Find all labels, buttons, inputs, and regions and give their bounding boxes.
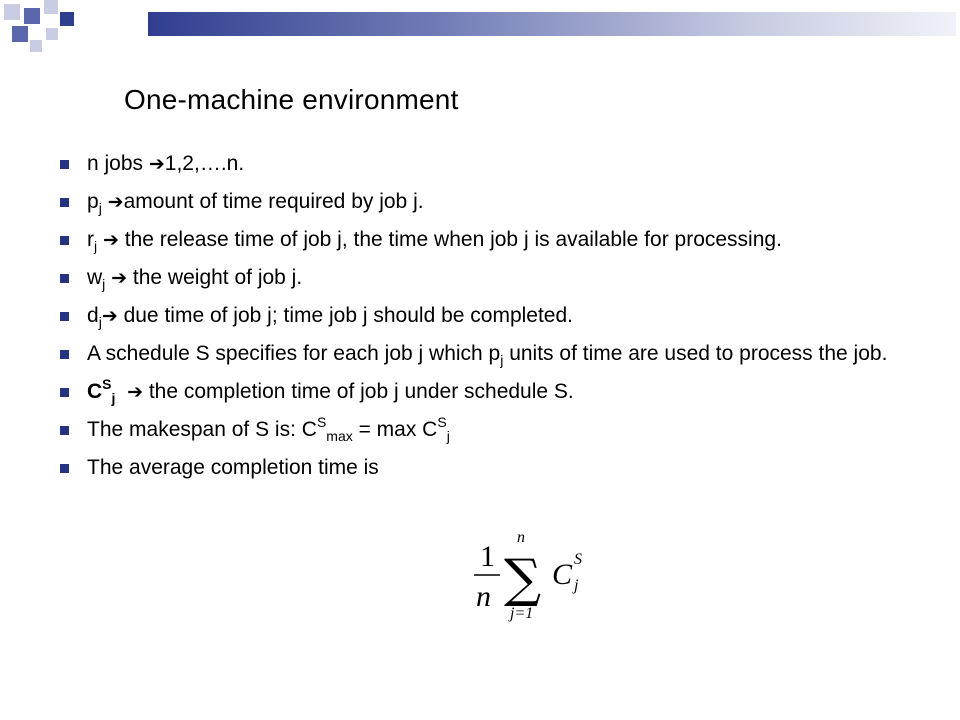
- item-text: The average completion time is: [87, 456, 379, 479]
- bullet-icon: [60, 198, 69, 207]
- bullet-icon: [60, 464, 69, 473]
- bullet-icon: [60, 426, 69, 435]
- list-item: [60, 378, 940, 406]
- item-text: A schedule S specifies for each job j which p: [87, 342, 501, 365]
- item-text: the release time of job j, the time when job j is available for processing.: [124, 228, 782, 251]
- decor-square: [24, 8, 40, 24]
- subscript: j: [102, 276, 106, 292]
- subscript: j: [94, 238, 98, 254]
- item-text: n jobs: [87, 152, 149, 175]
- item-text: amount of time required by job j.: [123, 190, 424, 213]
- item-text: the weight of job j.: [132, 266, 303, 289]
- decor-square: [30, 40, 42, 52]
- list-item: [60, 454, 940, 482]
- superscript: S: [316, 414, 327, 430]
- subscript: max: [326, 428, 353, 444]
- bullet-list: [60, 150, 940, 492]
- subscript: j: [446, 428, 450, 444]
- decor-square: [12, 26, 28, 42]
- superscript: S: [102, 376, 112, 392]
- symbol: p: [87, 190, 99, 213]
- list-item: [60, 264, 940, 292]
- right-arrow-icon: ➔: [101, 305, 118, 327]
- subscript: j: [98, 314, 102, 330]
- list-item: [60, 340, 940, 368]
- fraction-denominator: n: [476, 580, 491, 613]
- list-item: [60, 302, 940, 330]
- list-item: [60, 416, 940, 444]
- symbol: w: [87, 266, 103, 289]
- symbol: d: [87, 304, 99, 327]
- completion-symbol: C: [552, 558, 573, 591]
- subscript: j: [500, 352, 504, 368]
- slide-title: One-machine environment: [124, 84, 459, 115]
- sum-symbol: ∑: [504, 549, 542, 609]
- sum-upper-limit: n: [517, 529, 525, 546]
- symbol: r: [87, 228, 94, 251]
- bullet-icon: [60, 312, 69, 321]
- decor-square: [4, 4, 20, 20]
- decor-square: [46, 28, 58, 40]
- right-arrow-icon: ➔: [102, 229, 119, 251]
- bullet-icon: [60, 274, 69, 283]
- item-text: The makespan of S is: C: [87, 418, 317, 441]
- item-text: = max C: [352, 418, 438, 441]
- fraction-numerator: 1: [480, 540, 495, 573]
- average-completion-formula: [470, 528, 590, 624]
- header-bar: [148, 12, 956, 36]
- item-text: the completion time of job j under schedule S.: [148, 380, 574, 403]
- item-text: units of time are used to process the job.: [503, 342, 888, 365]
- list-item: [60, 150, 940, 178]
- symbol: C: [87, 380, 103, 403]
- superscript: S: [437, 414, 447, 430]
- right-arrow-icon: ➔: [107, 191, 124, 213]
- right-arrow-icon: ➔: [127, 381, 143, 403]
- decor-square: [60, 12, 74, 26]
- bullet-icon: [60, 388, 69, 397]
- subscript: j: [98, 200, 102, 216]
- right-arrow-icon: ➔: [111, 267, 128, 289]
- item-text: 1,2,….n.: [164, 152, 245, 175]
- subscript: j: [111, 390, 116, 406]
- decor-square: [44, 0, 58, 14]
- list-item: [60, 226, 940, 254]
- completion-superscript: S: [574, 551, 582, 568]
- item-text: due time of job j; time job j should be completed.: [123, 304, 573, 327]
- sum-lower-limit: j=1: [510, 605, 534, 622]
- completion-subscript: j: [574, 577, 579, 594]
- bullet-icon: [60, 160, 69, 169]
- list-item: [60, 188, 940, 216]
- bullet-icon: [60, 350, 69, 359]
- bullet-icon: [60, 236, 69, 245]
- right-arrow-icon: ➔: [148, 153, 165, 175]
